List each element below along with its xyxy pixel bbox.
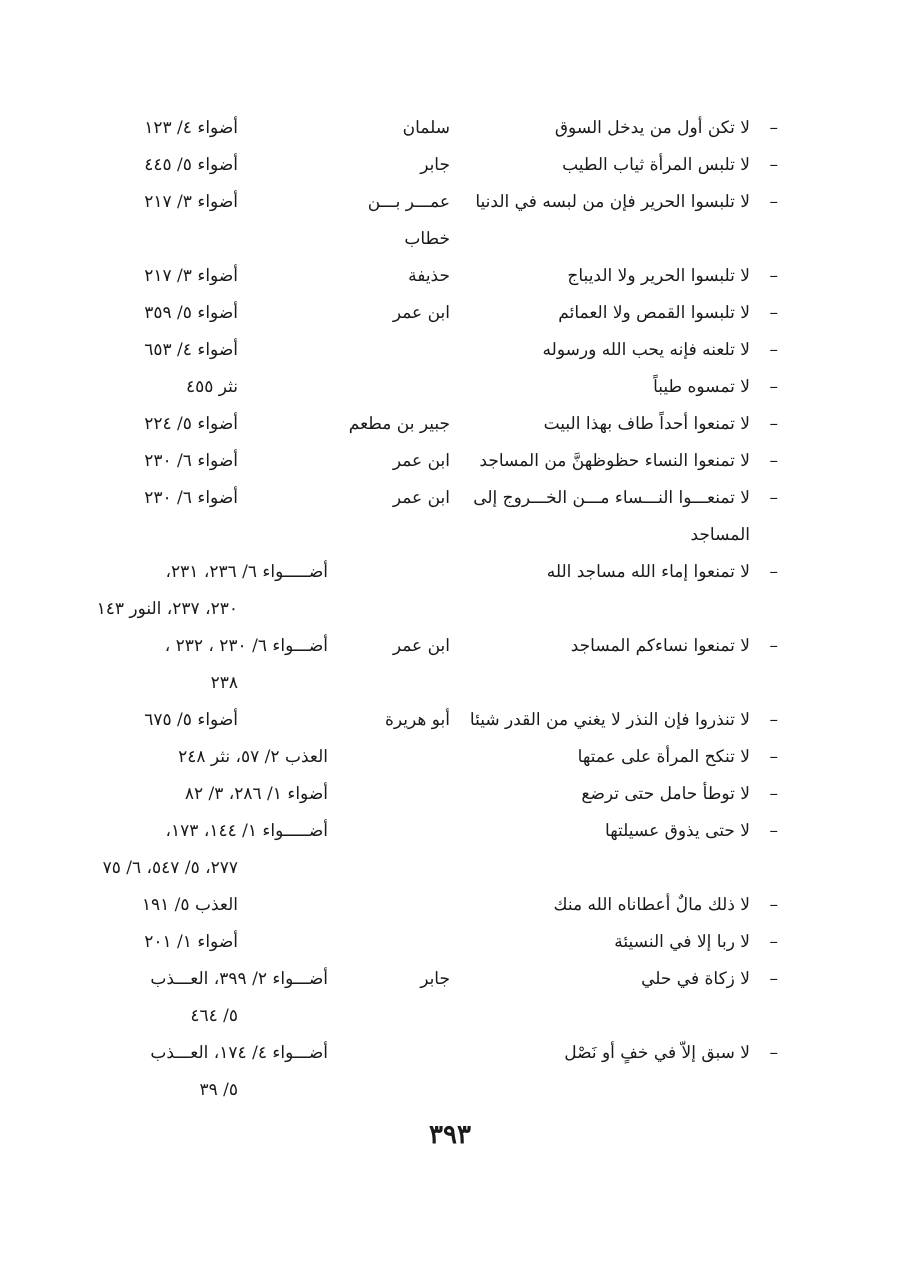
- reference: نثر ٤٥٥: [185, 377, 238, 397]
- list-dash: –: [769, 747, 778, 767]
- list-item: [0, 155, 900, 191]
- hadith-text: لا تمسوه طيباً: [653, 377, 750, 397]
- list-item-continuation: [0, 525, 900, 561]
- list-item: [0, 784, 900, 820]
- list-item: [0, 1043, 900, 1079]
- list-item: [0, 266, 900, 302]
- reference: أضواء ١/ ٢٠١: [144, 932, 238, 952]
- list-dash: –: [769, 821, 778, 841]
- narrator: جابر: [420, 155, 450, 175]
- list-dash: –: [769, 118, 778, 138]
- hadith-text: لا زكاة في حلي: [641, 969, 750, 989]
- narrator: ابن عمر: [392, 303, 450, 323]
- hadith-text: لا تلبسوا القمص ولا العمائم: [558, 303, 750, 323]
- reference: العذب ٢/ ٥٧، نثر ٢٤٨: [178, 747, 328, 767]
- hadith-text: لا تلبسوا الحرير فإن من لبسه في الدنيا: [475, 192, 750, 212]
- reference-continuation: ٥/ ٤٦٤: [190, 1006, 238, 1026]
- narrator: ابن عمر: [392, 636, 450, 656]
- reference: أضواء ٤/ ٦٥٣: [144, 340, 238, 360]
- narrator: حذيفة: [408, 266, 450, 286]
- hadith-text: لا تلعنه فإنه يحب الله ورسوله: [542, 340, 750, 360]
- narrator: جبير بن مطعم: [348, 414, 450, 434]
- narrator: جابر: [420, 969, 450, 989]
- reference: أضواء ٣/ ٢١٧: [144, 266, 238, 286]
- reference: أضـــــواء ١/ ١٤٤، ١٧٣،: [165, 821, 328, 841]
- list-item: [0, 414, 900, 450]
- list-item: [0, 710, 900, 746]
- list-item: [0, 932, 900, 968]
- hadith-text: لا تكن أول من يدخل السوق: [554, 118, 750, 138]
- reference: أضـــواء ٦/ ٢٣٠ ، ٢٣٢ ،: [164, 636, 328, 656]
- list-item: [0, 451, 900, 487]
- list-dash: –: [769, 340, 778, 360]
- list-dash: –: [769, 710, 778, 730]
- list-dash: –: [769, 636, 778, 656]
- list-item: [0, 192, 900, 228]
- list-dash: –: [769, 1043, 778, 1063]
- narrator: ابن عمر: [392, 451, 450, 471]
- hadith-text: لا ذلك مالٌ أعطاناه الله منك: [553, 895, 750, 915]
- hadith-text-continuation: المساجد: [690, 525, 750, 545]
- narrator-continuation: خطاب: [404, 229, 450, 249]
- reference: أضـــــواء ٦/ ٢٣٦، ٢٣١،: [165, 562, 328, 582]
- hadith-text: لا تمنعوا أحداً طاف بهذا البيت: [543, 414, 750, 434]
- list-dash: –: [769, 969, 778, 989]
- list-item: [0, 118, 900, 154]
- reference: العذب ٥/ ١٩١: [141, 895, 238, 915]
- reference: أضـــواء ٢/ ٣٩٩، العـــذب: [150, 969, 328, 989]
- list-dash: –: [769, 451, 778, 471]
- list-item-continuation: [0, 858, 900, 894]
- list-dash: –: [769, 303, 778, 323]
- hadith-text: لا حتى يذوق عسيلتها: [605, 821, 750, 841]
- hadith-text: لا تلبسوا الحرير ولا الديباج: [567, 266, 750, 286]
- narrator: ابن عمر: [392, 488, 450, 508]
- list-item-continuation: [0, 673, 900, 709]
- hadith-text: لا تنكح المرأة على عمتها: [577, 747, 750, 767]
- list-item: [0, 821, 900, 857]
- list-dash: –: [769, 155, 778, 175]
- list-item: [0, 303, 900, 339]
- list-item-continuation: [0, 1080, 900, 1116]
- reference: أضواء ٥/ ٣٥٩: [144, 303, 238, 323]
- hadith-text: لا توطأ حامل حتى ترضع: [581, 784, 750, 804]
- list-dash: –: [769, 784, 778, 804]
- list-item: [0, 340, 900, 376]
- reference-continuation: ٢٣٨: [210, 673, 238, 693]
- list-dash: –: [769, 932, 778, 952]
- narrator: أبو هريرة: [384, 710, 450, 730]
- reference: أضواء ٥/ ٦٧٥: [144, 710, 238, 730]
- hadith-text: لا سبق إلاّ في خفٍ أو نَصْل: [564, 1043, 750, 1063]
- reference: أضواء ٥/ ٤٤٥: [144, 155, 238, 175]
- hadith-text: لا تمنعـــوا النـــساء مـــن الخـــروج إلى: [473, 488, 750, 508]
- hadith-text: لا تمنعوا نساءكم المساجد: [570, 636, 750, 656]
- list-item-continuation: [0, 229, 900, 265]
- list-dash: –: [769, 377, 778, 397]
- hadith-text: لا تنذروا فإن النذر لا يغني من القدر شيئا: [469, 710, 750, 730]
- reference: أضواء ٥/ ٢٢٤: [144, 414, 238, 434]
- list-dash: –: [769, 562, 778, 582]
- narrator: سلمان: [402, 118, 450, 138]
- reference: أضواء ٣/ ٢١٧: [144, 192, 238, 212]
- list-item: [0, 969, 900, 1005]
- list-item: [0, 636, 900, 672]
- hadith-text: لا تمنعوا النساء حظوظهنَّ من المساجد: [479, 451, 750, 471]
- list-dash: –: [769, 192, 778, 212]
- reference: أضواء ٦/ ٢٣٠: [144, 488, 238, 508]
- list-item: [0, 562, 900, 598]
- list-dash: –: [769, 488, 778, 508]
- list-item: [0, 895, 900, 931]
- list-dash: –: [769, 414, 778, 434]
- reference: أضواء ٦/ ٢٣٠: [144, 451, 238, 471]
- list-item-continuation: [0, 599, 900, 635]
- list-dash: –: [769, 895, 778, 915]
- list-item-continuation: [0, 1006, 900, 1042]
- list-item: [0, 488, 900, 524]
- list-dash: –: [769, 266, 778, 286]
- narrator: عمـــر بـــن: [367, 192, 450, 212]
- page-number: ٣٩٣: [429, 1120, 471, 1150]
- hadith-text: لا تلبس المرأة ثياب الطيب: [562, 155, 750, 175]
- reference-continuation: ٢٧٧، ٥/ ٥٤٧، ٦/ ٧٥: [102, 858, 238, 878]
- hadith-text: لا تمنعوا إماء الله مساجد الله: [546, 562, 750, 582]
- reference: أضواء ١/ ٢٨٦، ٣/ ٨٢: [184, 784, 328, 804]
- reference-continuation: ٥/ ٣٩: [199, 1080, 238, 1100]
- list-item: [0, 377, 900, 413]
- hadith-text: لا ربا إلا في النسيئة: [614, 932, 750, 952]
- list-item: [0, 747, 900, 783]
- reference-continuation: ٢٣٠، ٢٣٧، النور ١٤٣: [96, 599, 238, 619]
- reference: أضواء ٤/ ١٢٣: [144, 118, 238, 138]
- reference: أضـــواء ٤/ ١٧٤، العـــذب: [150, 1043, 328, 1063]
